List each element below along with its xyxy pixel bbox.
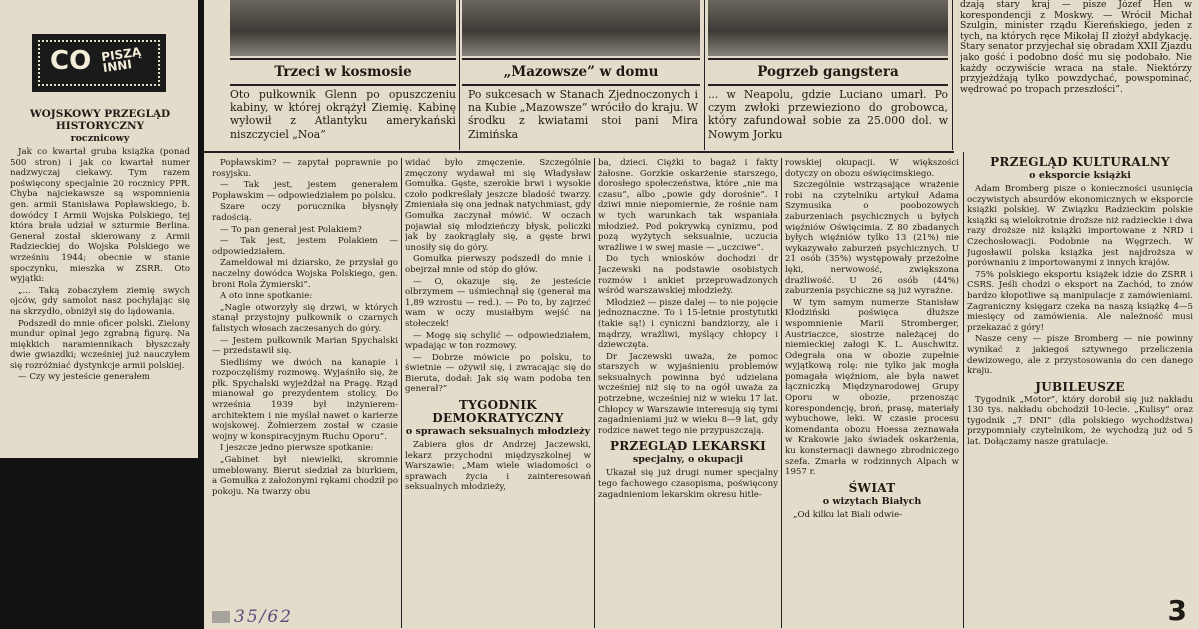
col4-tail: „Od kilku lat Biali odwie- — [793, 509, 903, 520]
col3-paragraph: ba, dzieci. Ciężki to bagaż i fakty żałosne. Gorzkie oskarżenie starszego, dorosłego społeczeństwa, które „nie ma czasu”, albo „powie gdy dorośnie”. I dziwi mnie niepomiernie, że rośnie nam w tych warunkach tak wspaniała młodzież. Pod pokrywką cynizmu, pod pozą wyżytych seksualnie, uczucia wrażliwe i w swej masie — „uczciwe”. — [598, 158, 778, 253]
col5-paragraph: Adam Bromberg pisze o konieczności usunięcia oczywistych absurdów ekonomicznych w eksporcie książki polskiej. W Związku Radzieckim polskie książki są wielokrotnie droższe niż radzieckie i dwa razy droższe niż książki importowane z NRD i Czechosłowacji. Podobnie na Węgrzech. W Jugosławii polska książka jest najdroższa w porównaniu z importowanymi z innych krajów. — [967, 184, 1193, 269]
main-page — [204, 0, 1199, 629]
col2-paragraph: — Dobrze mówicie po polsku, to świetnie — ożywił się, i zwracając się do Bieruta, dodał: Jak się wam podoba ten generał?” — [405, 352, 591, 395]
col4-paragraph: W tym samym numerze Stanisław Kłodziński poświęca dłuższe wspomnienie Marii Stromberger, Austriaczce, siostrze należącej do niemieckiej załogi K. L. Auschwitz. Odegrała ona w obozie zupełnie wyjątkową rolę: nie tylko jak mogła pomagała więźniom, ale była nawet łączniczką Międzynarodowej Grupy Oporu w obozie, przenosząc korespondencję, broń, prasę, materiały wybuchowe, leki. W czasie procesu komendanta obozu Hoessa zeznawała w Krakowie jako świadek oskarżenia, ku konsternacji dawnego zbrodniczego szefa. Zmarła w rodzinnych Alpach w 1957 r. — [785, 297, 959, 478]
photo-3-title: Pogrzeb gangstera — [708, 58, 948, 86]
column-rule — [952, 0, 953, 150]
col4-heading: ŚWIAT — [848, 480, 896, 495]
col3-tail: Ukazał się już drugi numer specjalny tego fachowego czasopisma, poświęcony zagadnieniom lekarskim okresu hitle- — [598, 468, 778, 500]
col5-paragraph: 75% polskiego eksportu książek idzie do ZSRR i CSRS. Jeśli chodzi o eksport na Zachód, to znów bardzo kłopotliwe są manipulacje z zamówieniami. Zagraniczny księgarz czeka na naszą książkę 4—5 miesięcy od zamówienia. Ale należność musi przekazać z góry! — [967, 269, 1193, 333]
column-rule — [401, 158, 402, 628]
photo-gangster — [708, 0, 948, 56]
col5-heading: PRZEGLĄD KULTURALNY — [990, 156, 1170, 169]
col1-paragraph: „Nagle otworzyły się drzwi, w których stanął przystojny pułkownik o czarnych falistych włosach zaczesanych do góry. — [212, 302, 398, 334]
photo-3-caption: ... w Neapolu, gdzie Luciano umarł. Po czym zwłoki przewieziono do grobowca, który zafundował sobie za 25.000 dol. w Nowym Jorku — [708, 88, 948, 141]
col4-paragraph: rowskiej okupacji. W większości dotyczy on obozu oświęcimskiego. — [785, 158, 959, 179]
left-subheading: rocznicowy — [70, 133, 130, 144]
col3-paragraph: Do tych wniosków dochodzi dr Jaczewski na podstawie osobistych rozmów i ankiet przeprowadzonych wśród warszawskiej młodzieży. — [598, 254, 778, 297]
col5-paragraph: Nasze ceny — pisze Bromberg — nie powinny wynikać z jakiegoś sztywnego przeliczenia dewizowego, ale z przystosowania do cen danego kraju. — [967, 334, 1193, 377]
col5-subheading: o eksporcie książki — [1029, 170, 1131, 181]
col3-paragraph: Dr Jaczewski uważa, że pomoc starszych w wyjaśnieniu problemów seksualnych powinna być udzielana wcześniej niż się to na ogół uważa za potrzebne, wcześniej niż w wieku 17 lat. Chłopcy w Warszawie interesują się tymi zagadnieniami już w wieku 8—9 lat, gdy rodzice nawet tego nie przypuszczają. — [598, 351, 778, 436]
col3-subheading: specjalny, o okupacji — [632, 454, 744, 466]
handwritten-issue-number: 35/62 — [234, 607, 293, 627]
photo-section-bottom-rule — [204, 151, 954, 153]
col5-heading-2: JUBILEUSZE — [1035, 379, 1125, 394]
col1-paragraph: — Tak jest, jestem Polakiem — odpowiedziałem. — [212, 236, 398, 257]
photo-glenn — [230, 0, 456, 56]
column-rule — [781, 158, 782, 628]
photo-mazowsze — [462, 0, 700, 56]
col4-subheading: o wizytach Białych — [822, 495, 922, 507]
col1-paragraph: — Jestem pułkownik Marian Spychalski — przedstawił się. — [212, 335, 398, 357]
article-column-3 — [598, 158, 778, 628]
column-rule — [963, 152, 964, 628]
column-rule — [459, 0, 460, 150]
col1-paragraph: Zameldował mi dziarsko, że przysłał go naczelny dowódca Wojska Polskiego, gen. broni Rola Żymierski”. — [212, 258, 398, 290]
col2-heading: TYGODNIK DEMOKRATYCZNY — [432, 398, 564, 426]
photo-2-caption: Po sukcesach w Stanach Zjednoczonych i na Kubie „Mazowsze” wróciło do kraju. W środku z kwiatami stoi pani Mira Zimińska — [468, 88, 698, 141]
column-rule — [594, 158, 595, 628]
logo-main-text: CO — [50, 46, 92, 76]
left-column-page — [0, 0, 198, 458]
col1-paragraph: Siedliśmy we dwóch na kanapie i rozpoczęliśmy rozmowę. Wyjaśniło się, że płk. Spychalski wyjeżdżał na Pragę. Rząd mianował go prezydentem stolicy. Do września 1939 był inżynierem-architektem i nie myślał nawet o karierze wojskowej. Żołnierzem został w czasie wojny w konspiracyjnym Ruchu Oporu”. — [212, 357, 398, 442]
col1-paragraph: Popławskim? — zapytał poprawnie po rosyjsku. — [212, 158, 398, 179]
col2-paragraph: — O, okazuje się, że jesteście olbrzymem — uśmiechnął się (generał ma 1,89 wzrostu — red.). — Po to, by zajrzeć wam w oczy musiałbym wejść na stołeczek! — [405, 276, 591, 329]
left-paragraph: Podszedł do mnie oficer polski. Zielony mundur opinał jego zgrabną figurę. Na miękkich naramiennikach błyszczały dwie gwiazdki; wcześniej już nauczyłem się rozróżniać dystynkcje armii polskiej. — [10, 318, 190, 371]
photo-2-title: „Mazowsze” w domu — [462, 58, 700, 86]
left-article — [10, 104, 190, 456]
page-number: 3 — [1167, 594, 1187, 627]
col1-paragraph: I jeszcze jedno pierwsze spotkanie: — [220, 443, 374, 454]
photo-1-title: Trzeci w kosmosie — [230, 58, 456, 86]
col3-heading: PRZEGLĄD LEKARSKI — [609, 439, 767, 454]
column-rule — [704, 0, 705, 150]
col2-subheading: o sprawach seksualnych młodzieży — [405, 426, 591, 438]
library-stamp — [212, 611, 230, 623]
photo-1-caption: Oto pułkownik Glenn po opuszczeniu kabiny, w której okrążył Ziemię. Kabinę wyłowił z Atlantyku amerykański niszczyciel „Noa” — [230, 88, 456, 141]
col1-paragraph: A oto inne spotkanie: — [220, 291, 313, 302]
article-column-4 — [785, 158, 959, 628]
col2-tail: Zabiera głos dr Andrzej Jaczewski, lekarz przychodni międzyszkolnej w Warszawie: „Mam wiele wiadomości o sprawach życia i zainteresowań seksualnych młodzieży, — [405, 440, 591, 493]
left-paragraph: — Czy wy jesteście generałem — [18, 372, 150, 383]
col1-paragraph: Szare oczy porucznika błysnęły radością. — [212, 202, 398, 223]
col5-tail: Tygodnik „Motor”, który dorobił się już nakładu 130 tys. nakładu obchodził 10-lecie. „Kulisy” oraz tygodnik „7 DNI” (dla polskiego wychodźstwa) przypomniały czytelnikom, że wychodzą już od 5 lat. Dołączamy nasze gratulacje. — [967, 394, 1193, 448]
article-column-5 — [967, 156, 1193, 596]
article-column-2 — [405, 158, 591, 628]
col1-paragraph: — Tak jest, jestem generałem Popławskim — odpowiedziałem po polsku. — [212, 180, 398, 201]
col3-paragraph: Młodzież — pisze dalej — to nie pojęcie jednoznaczne. To i 15-letnie prostytutki (takie są!) i cyniczni bandziorzy, ale i mądrzy, wrażliwi, myślący chłopcy i dziewczęta. — [598, 297, 778, 351]
col2-paragraph: widać było zmęczenie. Szczególnie zmęczony wydawał mi się Władysław Gomułka. Gęste, szerokie brwi i wysokie czoło podkreślały jeszcze bladość twarzy. Zmieniała się ona jednak natychmiast, gdy Gomułka zaczynał mówić. W oczach pojawiał się młodzieńczy błysk, policzki jak by zaokrąglały się, a gęste brwi unosiły się do góry. — [405, 158, 591, 253]
top-right-article — [960, 0, 1192, 150]
article-column-1 — [212, 158, 398, 598]
logo-side-text: PISZĄ INNI — [100, 44, 142, 76]
co-pisza-inni-logo — [32, 34, 166, 92]
left-paragraph: „... Taką zobaczyłem ziemię swych ojców, gdy samolot nasz pochylając się na skrzydło, obniżył się do lądowania. — [10, 285, 190, 317]
top-right-text: dzają stary kraj — pisze Józef Hen w korespondencji z Moskwy. — Wrócił Michał Szulgin, minister rządu Kiereńskiego, jeden z tych, na których ręce Mikołaj II złożył abdykację. Stary senator przyjechał się obradam XXII Zjazdu jako gość i podobno dość mu się podobało. Nie każdy oczywiście wraca na stałe. Niektórzy przyjeżdżają tylko powzdychać, powspominać, wędrować po tropach przeszłości”. — [960, 0, 1192, 95]
left-paragraph: Jak co kwartał gruba książka (ponad 500 stron) i jak co kwartał numer nadzwyczaj ciekawy. Tym razem poświęcony specjalnie 20 rocznicy PPR. Chyba najciekawsze są wspomnienia gen. armii Stanisława Popławskiego, b. dowódcy I Armii Wojska Polskiego, tej która brała udział w szturmie Berlina. Generał został skierowany z Armii Radzieckiej do Wojska Polskiego we wrześniu 1944; obecnie w stanie spoczynku, mieszka w ZSRR. Oto wyjątki: — [10, 147, 190, 285]
left-heading: WOJSKOWY PRZEGLĄD HISTORYCZNY — [29, 108, 171, 132]
col2-paragraph: Gomułka pierwszy podszedł do mnie i obejrzał mnie od stóp do głów. — [405, 254, 591, 275]
col2-paragraph: — Mogę się schylić — odpowiedziałem, wpadając w ton rozmowy. — [405, 330, 591, 352]
col1-paragraph: — To pan generał jest Polakiem? — [220, 224, 362, 235]
col4-paragraph: Szczególnie wstrząsające wrażenie robi na czytelniku artykuł Adama Szymusika o poobozowych zaburzeniach psychicznych u byłych więźniów Oświęcimia. Z 80 zbadanych byłych więźniów tylko 13 (21%) nie wykazywało zaburzeń psychicznych. U 21 osób (35%) występowały przeżołne lęki, nerwowość, zwiększona drażliwość. U 26 osób (44%) zaburzenia psychiczne są już wyraźne. — [785, 180, 959, 297]
col1-paragraph: „Gabinet był niewielki, skromnie umeblowany. Bierut siedział za biurkiem, a Gomułka z założonymi rękami chodził po pokoju. Na twarzy obu — [212, 455, 398, 497]
